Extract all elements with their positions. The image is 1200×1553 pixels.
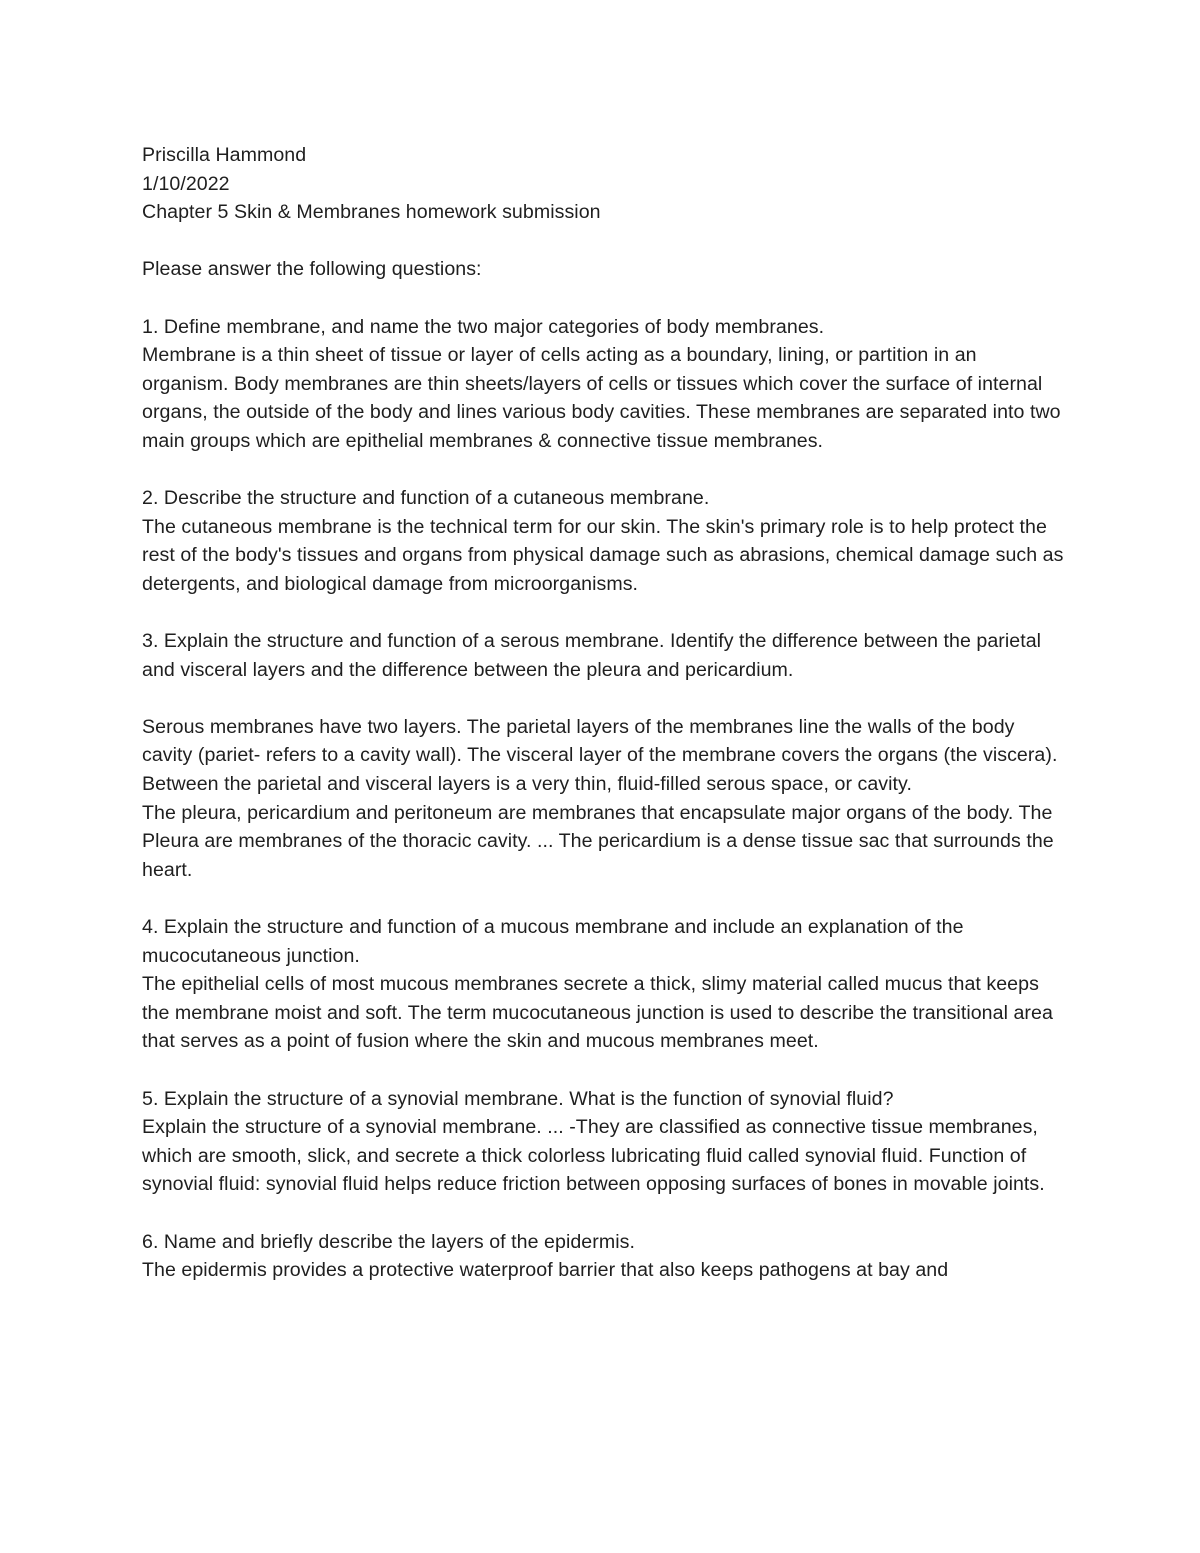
answer-3b: The pleura, pericardium and peritoneum are membranes that encapsulate major organs of the body. The Pleura are membranes of the thoracic cavity. ... The pericardium is a dense tissue sac that surrounds the heart. bbox=[142, 801, 1054, 881]
question-6: 6. Name and briefly describe the layers of the epidermis. bbox=[142, 1230, 635, 1253]
spacer bbox=[142, 456, 1067, 485]
spacer bbox=[142, 1056, 1067, 1085]
answer-5: Explain the structure of a synovial membrane. ... -They are classified as connective tissue membranes, which are smooth, slick, and secrete a thick colorless lubricating fluid called synovial fluid. Function of synovial fluid: synovial fluid helps reduce friction between opposing surfaces of bones in movable joints. bbox=[142, 1116, 1045, 1196]
question-5: 5. Explain the structure of a synovial membrane. What is the function of synovial fluid? bbox=[142, 1087, 894, 1110]
author-name: Priscilla Hammond bbox=[142, 144, 307, 166]
spacer bbox=[142, 684, 1067, 713]
question-1: 1. Define membrane, and name the two major categories of body membranes. bbox=[142, 315, 825, 338]
instructions: Please answer the following questions: bbox=[142, 258, 482, 281]
spacer bbox=[142, 1199, 1067, 1228]
document-title: Chapter 5 Skin & Membranes homework submission bbox=[142, 201, 601, 224]
answer-3a: Serous membranes have two layers. The parietal layers of the membranes line the walls of the body cavity (pariet- refers to a cavity wall). The visceral layer of the membrane covers the organs (the viscera). Between the parietal and visceral layers is a very thin, fluid-filled serous space, or cavity. bbox=[142, 715, 1058, 796]
spacer bbox=[142, 284, 1067, 313]
submission-date: 1/10/2022 bbox=[142, 172, 230, 195]
spacer bbox=[142, 227, 1067, 256]
answer-2: The cutaneous membrane is the technical term for our skin. The skin's primary role is to help protect the rest of the body's tissues and organs from physical damage such as abrasions, chemical damage such as detergents, and biological damage from microorganisms. bbox=[142, 515, 1064, 595]
question-4: 4. Explain the structure and function of a mucous membrane and include an explanation of the mucocutaneous junction. bbox=[142, 916, 964, 967]
answer-4: The epithelial cells of most mucous membranes secrete a thick, slimy material called mucus that keeps the membrane moist and soft. The term mucocutaneous junction is used to describe the transitional area that serves as a point of fusion where the skin and mucous membranes meet. bbox=[142, 973, 1053, 1053]
answer-1: Membrane is a thin sheet of tissue or layer of cells acting as a boundary, lining, or partition in an organism. Body membranes are thin sheets/layers of cells or tissues which cover the surface of internal organs, the outside of the body and lines various body cavities. These membranes are separated into two main groups which are epithelial membranes & connective tissue membranes. bbox=[142, 344, 1061, 452]
answer-6: The epidermis provides a protective waterproof barrier that also keeps pathogens at bay and bbox=[142, 1259, 949, 1282]
question-2: 2. Describe the structure and function of a cutaneous membrane. bbox=[142, 487, 710, 510]
document-page bbox=[142, 141, 1067, 1285]
question-3: 3. Explain the structure and function of a serous membrane. Identify the difference between the parietal and visceral layers and the difference between the pleura and pericardium. bbox=[142, 630, 1042, 681]
spacer bbox=[142, 599, 1067, 628]
spacer bbox=[142, 884, 1067, 913]
